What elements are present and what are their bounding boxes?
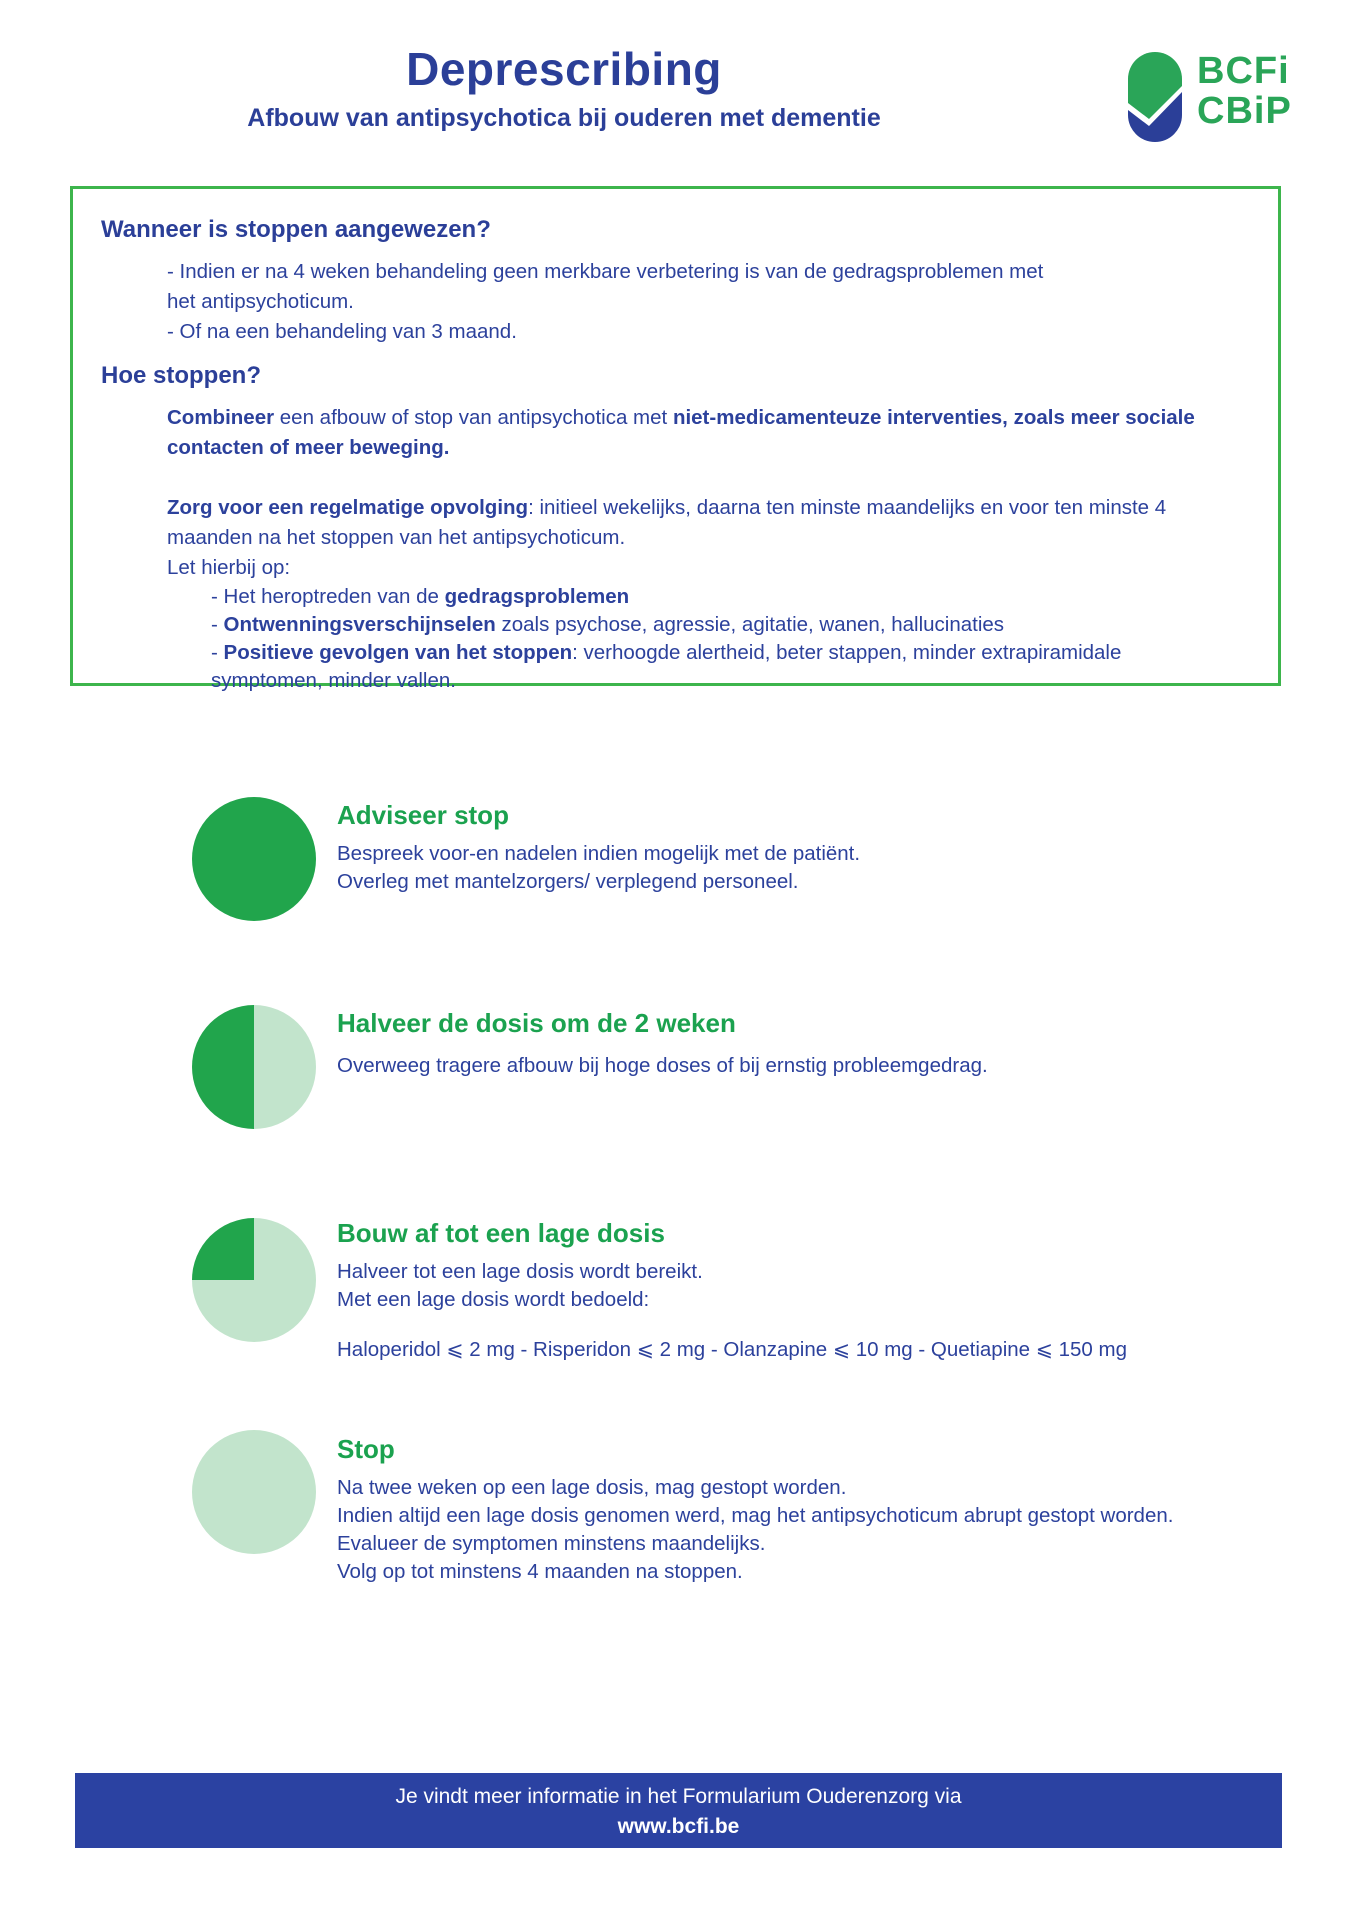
pill-checkmark-icon	[1128, 52, 1182, 147]
page-subtitle: Afbouw van antipsychotica bij ouderen met dementie	[247, 104, 881, 132]
pie-chart-half-icon	[192, 1005, 316, 1129]
header	[0, 42, 1128, 133]
step-text: Bespreek voor-en nadelen indien mogelijk met de patiënt. Overleg met mantelzorgers/ verplegend personeel.	[337, 842, 861, 893]
step-title: Stop	[337, 1434, 395, 1464]
logo-wordmark	[1197, 52, 1292, 132]
followup-bullet-list	[211, 583, 1238, 695]
followup-bullet: - Ontwenningsverschijnselen zoals psychose, agressie, agitatie, wanen, hallucinaties	[211, 613, 1005, 636]
step-adviseer-stop	[337, 800, 860, 896]
step-halveer-dosis	[337, 1008, 988, 1080]
note-paragraph: Let hierbij op:	[167, 556, 291, 579]
when-item: - Of na een behandeling van 3 maand.	[167, 320, 517, 343]
heading-how-to-stop: Hoe stoppen?	[101, 362, 261, 389]
info-box	[70, 186, 1281, 692]
pie-chart-quarter-icon	[192, 1218, 316, 1342]
step-title: Adviseer stop	[337, 800, 509, 830]
when-to-stop-list	[167, 257, 1047, 347]
step-text: Overweeg tragere afbouw bij hoge doses of bij ernstig probleemgedrag.	[337, 1054, 988, 1077]
combine-paragraph: Combineer een afbouw of stop van antipsychotica met niet-medicamenteuze interventies, zoals meer sociale contacten of meer beweging.	[167, 406, 1195, 459]
logo-line-cbip: CBiP	[1197, 89, 1292, 132]
low-dose-definitions: Haloperidol ⩽ 2 mg - Risperidon ⩽ 2 mg - Olanzapine ⩽ 10 mg - Quetiapine ⩽ 150 mg	[337, 1338, 1127, 1361]
page-title: Deprescribing	[406, 43, 722, 95]
step-text: Halveer tot een lage dosis wordt bereikt. Met een lage dosis wordt bedoeld:	[337, 1260, 703, 1311]
footer-website-link[interactable]: www.bcfi.be	[617, 1815, 740, 1838]
how-to-stop-content	[167, 403, 1238, 695]
followup-bullet: - Het heroptreden van de gedragsproblemen	[211, 585, 630, 608]
heading-when-to-stop: Wanneer is stoppen aangewezen?	[101, 216, 491, 243]
pie-chart-empty-icon	[192, 1430, 316, 1554]
step-title: Halveer de dosis om de 2 weken	[337, 1008, 736, 1038]
logo-line-bcfi: BCFi	[1197, 50, 1290, 92]
step-title: Bouw af tot een lage dosis	[337, 1218, 665, 1248]
step-stop	[337, 1434, 1173, 1586]
followup-bullet: - Positieve gevolgen van het stoppen: verhoogde alertheid, beter stappen, minder extrapiramidale symptomen, minder vallen.	[211, 641, 1122, 692]
followup-paragraph: Zorg voor een regelmatige opvolging: initieel wekelijks, daarna ten minste maandelijks en voor ten minste 4 maanden na het stoppen van het antipsychoticum.	[167, 496, 1167, 549]
when-item: - Indien er na 4 weken behandeling geen merkbare verbetering is van de gedragsproblemen met het antipsychoticum.	[167, 260, 1044, 313]
step-text: Na twee weken op een lage dosis, mag gestopt worden. Indien altijd een lage dosis genomen werd, mag het antipsychoticum abrupt gestopt worden. Evalueer de symptomen minstens maandelijks. Volg op tot minstens 4 maanden na stoppen.	[337, 1476, 1174, 1583]
footer-bar	[75, 1773, 1282, 1848]
footer-info-text: Je vindt meer informatie in het Formularium Ouderenzorg via	[395, 1785, 962, 1808]
bcfi-logo	[1128, 52, 1292, 147]
pie-chart-full-icon	[192, 797, 316, 921]
step-bouw-af	[337, 1218, 1127, 1364]
